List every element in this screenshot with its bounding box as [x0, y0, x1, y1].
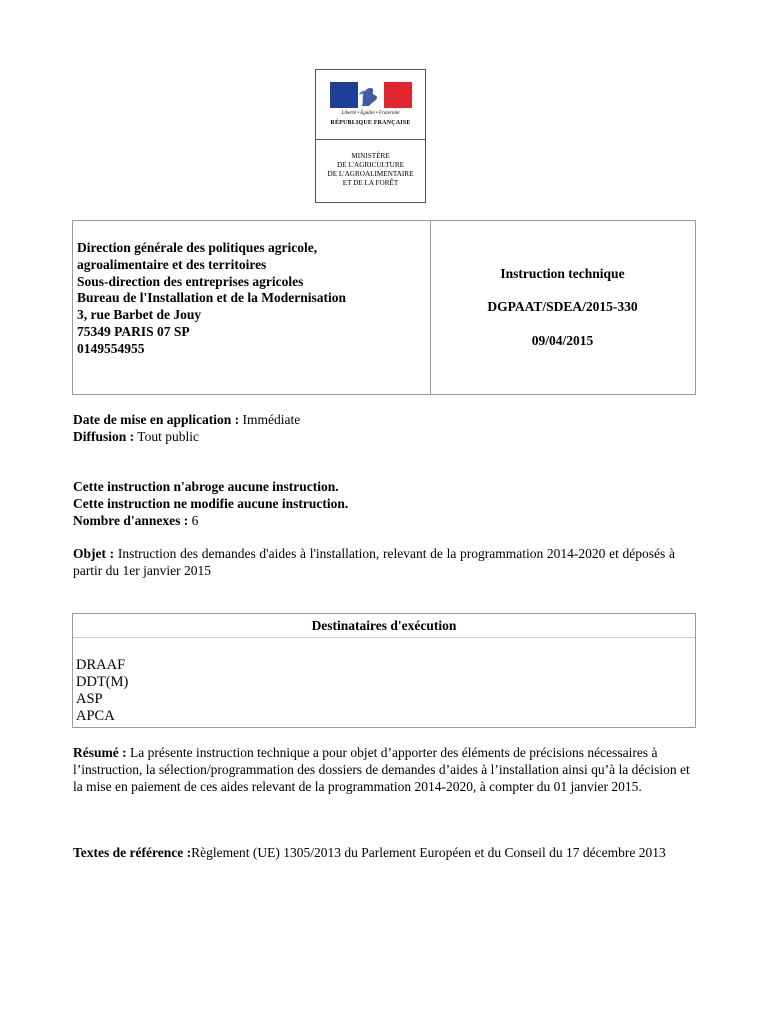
- destinataire-item: ASP: [76, 691, 103, 707]
- objet-paragraph: [73, 545, 675, 579]
- annexes-value: 6: [188, 513, 199, 528]
- diffusion-label: Diffusion :: [73, 429, 135, 444]
- flag-blue-band: [330, 82, 358, 108]
- resume-label: Résumé :: [73, 745, 127, 760]
- document-reference: DGPAAT/SDEA/2015-330: [487, 299, 638, 314]
- objet-text: Instruction des demandes d'aides à l'installation, relevant de la programmation 2014-2020 et déposés à partir du 1er janvier 2015: [73, 546, 675, 578]
- application-date: [73, 411, 300, 428]
- resume-text: La présente instruction technique a pour objet d’apporter des éléments de précisions nécessaires à l’instruction, la sélection/programmation des dossiers de demandes d’aides à l’installation ainsi qu’à la décision et la mise en paiement de ces aides relevant de la programmation 2014-2020, à compter du 01 janvier 2015.: [73, 745, 690, 794]
- issuer-line: 75349 PARIS 07 SP: [77, 323, 190, 339]
- application-value: Immédiate: [239, 412, 301, 427]
- header-table: [72, 220, 696, 395]
- flag-red-band: [384, 82, 412, 108]
- destinataire-item: DDT(M): [76, 674, 129, 690]
- ministry-line: DE L'AGRICULTURE: [336, 161, 405, 169]
- references-paragraph: [73, 844, 673, 861]
- destinataire-item: DRAAF: [76, 657, 126, 673]
- modifie-note: Cette instruction ne modifie aucune instruction.: [73, 496, 349, 511]
- annexes-count: [73, 512, 198, 529]
- marianne-profile-icon: [358, 82, 384, 108]
- issuer-line: Bureau de l'Installation et de la Modernisation: [77, 290, 347, 306]
- references-text: Règlement (UE) 1305/2013 du Parlement Européen et du Conseil du 17 décembre 2013: [191, 845, 666, 860]
- republic-name: RÉPUBLIQUE FRANÇAISE: [330, 120, 411, 126]
- issuer-line: agroalimentaire et des territoires: [77, 256, 267, 272]
- issuer-line: Sous-direction des entreprises agricoles: [77, 273, 304, 289]
- resume-paragraph: [73, 744, 698, 795]
- diffusion-value: Tout public: [134, 429, 199, 444]
- issuer-line: 3, rue Barbet de Jouy: [77, 307, 202, 323]
- issuer-line: Direction générale des politiques agricole,: [77, 240, 318, 255]
- french-flag-icon: [330, 82, 412, 108]
- flag-white-band: [358, 82, 384, 108]
- ministry-line: ET DE LA FORÊT: [342, 179, 399, 187]
- issuer-address: [77, 240, 346, 358]
- ministry-logo: [315, 69, 426, 203]
- republic-emblem: [316, 70, 425, 140]
- ministry-name: [316, 152, 425, 188]
- republic-motto: Liberté • Égalité • Fraternité: [341, 111, 400, 116]
- application-label: Date de mise en application :: [73, 412, 240, 427]
- issuer-cell: [73, 221, 431, 394]
- references-label: Textes de référence :: [73, 845, 192, 860]
- annexes-label: Nombre d'annexes :: [73, 513, 189, 528]
- objet-label: Objet :: [73, 546, 115, 561]
- destinataires-list: [76, 657, 128, 725]
- document-date: 09/04/2015: [531, 333, 594, 348]
- abroge-note: Cette instruction n'abroge aucune instruction.: [73, 479, 339, 494]
- destinataires-title: Destinataires d'exécution: [73, 614, 695, 638]
- issuer-line: 0149554955: [77, 340, 145, 356]
- destinataires-table: [72, 613, 696, 728]
- ministry-line: DE L'AGROALIMENTAIRE: [327, 170, 414, 178]
- document-type: Instruction technique: [500, 266, 625, 281]
- diffusion: [73, 428, 199, 445]
- ministry-line: MINISTÈRE: [351, 152, 390, 160]
- destinataire-item: APCA: [76, 708, 115, 724]
